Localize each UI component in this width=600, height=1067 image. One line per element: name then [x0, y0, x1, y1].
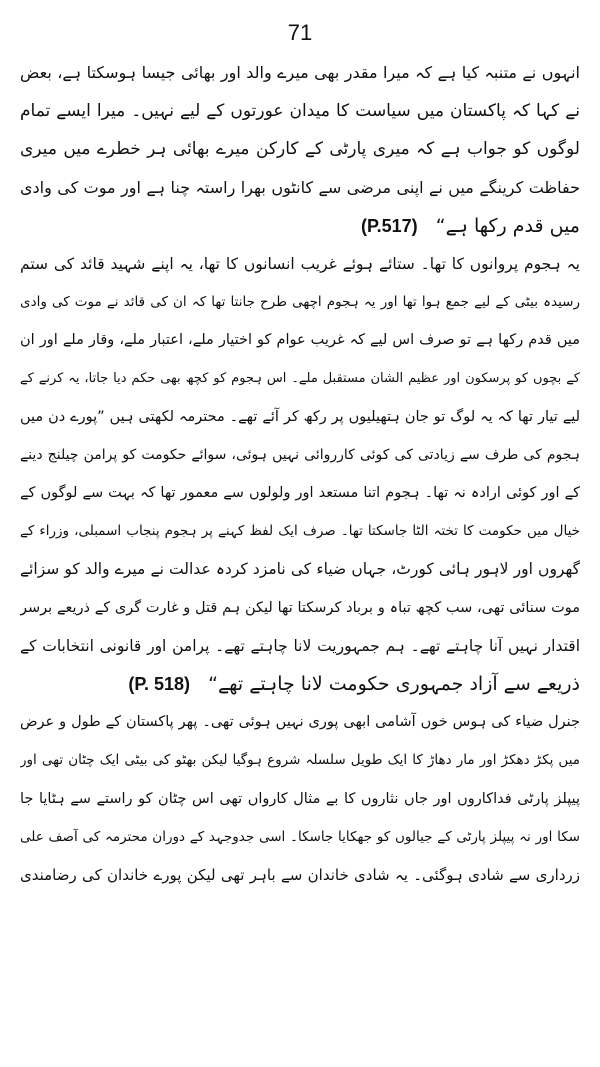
text-line: پیپلز پارٹی فداکاروں اور جاں نثاروں کا بے مثال کارواں تھی اس چٹان کو راستے سے ہٹایا جا — [20, 790, 580, 807]
quote-end-text: میں قدم رکھا ہے“ — [435, 214, 580, 237]
text-line: یہ ہجوم پروانوں کا تھا۔ ستائے ہوئے غریب انسانوں کا تھا، یہ اپنے شہید قائد کی ستم — [20, 254, 580, 273]
text-line: لوگوں کو جواب ہے کہ میری پارٹی کے کارکن میرے بھائی ہر خطرے میں میری — [20, 139, 580, 160]
text-line: کے بچوں کو پرسکون اور عظیم الشان مستقبل ملے۔ اس ہجوم کو کچھ بھی حکم دیا جاتا، یہ کرنے کے — [20, 370, 580, 386]
text-line: ہجوم کی طرف سے زیادتی کی کوئی کارروائی نہیں ہوئی، سوائے حکومت کو پرامن چیلنج دینے — [20, 446, 580, 463]
page-number: 71 — [287, 20, 313, 45]
text-line: میں قدم رکھا ہے تو صرف اس لیے کہ غریب عوام کو اختیار ملے، اعتبار ملے، وقار ملے اور ان — [20, 332, 580, 349]
paragraph-zia — [20, 703, 580, 894]
page-citation: (P. 518) — [128, 674, 191, 694]
text-line: اقتدار نہیں آنا چاہتے تھے۔ ہم جمہوریت لانا چاہتے تھے۔ پرامن اور قانونی انتخابات کے — [20, 636, 580, 655]
text-line — [20, 207, 580, 245]
text-line: میں پکڑ دھکڑ اور مار دھاڑ کا ایک طویل سلسلہ شروع ہوگیا لیکن بھٹو کی بیٹی ایک چٹان تھی اور — [20, 752, 580, 769]
text-line: حفاظت کرینگے میں نے اپنی مرضی سے کانٹوں بھرا راستہ چنا ہے اور موت کی وادی — [20, 177, 580, 197]
text-line: جنرل ضیاء کی ہوس خوں آشامی ابھی پوری نہیں ہوئی تھی۔ پھر پاکستان کے طول و عرض — [20, 714, 580, 731]
quote-end-text: ذریعے سے آزاد جمہوری حکومت لانا چاہتے تھے“ — [208, 673, 580, 695]
text-line: گھروں اور لاہور ہائی کورٹ، جہاں ضیاء کی نامزد کردہ عدالت نے میرے والد کو سزائے — [20, 560, 580, 579]
text-line: زرداری سے شادی ہوگئی۔ یہ شادی خاندان سے باہر تھی لیکن پورے خاندان کی رضامندی — [20, 865, 580, 884]
paragraph-quote-1 — [20, 54, 580, 245]
text-line: لیے تیار تھا کہ یہ لوگ تو جان ہتھیلیوں پر رکھ کر آئے تھے۔ محترمہ لکھتی ہیں ”پورے دن میں — [20, 408, 580, 425]
text-line: خیال میں حکومت کا تختہ الٹا جاسکتا تھا۔ صرف ایک لفظ کہنے پر ہجوم پنجاب اسمبلی، وزراء کے — [20, 523, 580, 540]
page-citation: (P.517) — [360, 215, 418, 236]
text-line: سکا اور نہ پیپلز پارٹی کے جیالوں کو جھکایا جاسکا۔ اسی جدوجہد کے دوران محترمہ کی آصف علی — [20, 828, 580, 845]
text-line: انہوں نے متنبہ کیا ہے کہ میرا مقدر بھی میرے والد اور بھائی جیسا ہوسکتا ہے، بعض — [20, 63, 580, 82]
text-line: نے کہا کہ پاکستان میں سیاست کا میدان عورتوں کے لیے نہیں۔ میرا ایسے تمام — [20, 101, 580, 122]
text-line: کے اور کوئی ارادہ نہ تھا۔ ہجوم اتنا مستعد اور ولولوں سے معمور تھا کہ بہت سے لوگوں کے — [20, 485, 580, 502]
text-line: موت سنائی تھی، سب کچھ تباہ و برباد کرسکتا تھا لیکن ہم قتل و غارت گری کے ذریعے برسر — [20, 599, 580, 616]
text-line: رسیدہ بیٹی کے لیے جمع ہوا تھا اور یہ ہجوم اچھی طرح جانتا تھا کہ ان کی قائد نے موت کی وادی — [20, 294, 580, 311]
text-line — [20, 665, 580, 703]
paragraph-crowd — [20, 245, 580, 703]
